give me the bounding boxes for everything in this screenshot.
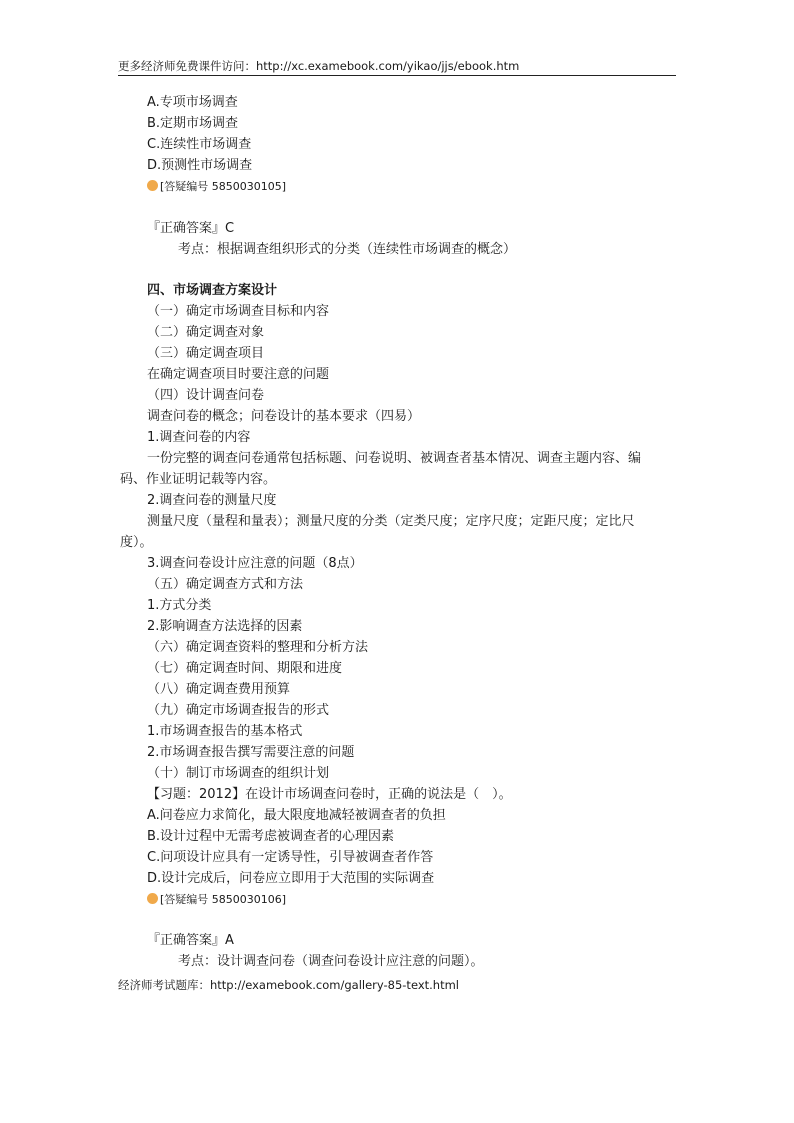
q2-option-b: B.设计过程中无需考虑被调查者的心理因素 bbox=[147, 829, 395, 844]
section-line: 2.影响调查方法选择的因素 bbox=[147, 619, 303, 634]
q1-qid bbox=[147, 177, 286, 197]
q2-qid-text: [答疑编号 5850030106] bbox=[160, 893, 287, 906]
q2-option-d: D.设计完成后，问卷应立即用于大范围的实际调查 bbox=[147, 871, 435, 886]
q2-option-c: C.问项设计应具有一定诱导性，引导被调查者作答 bbox=[147, 850, 434, 865]
section-line: 1.市场调查报告的基本格式 bbox=[147, 724, 303, 739]
q1-point: 考点：根据调查组织形式的分类（连续性市场调查的概念） bbox=[178, 242, 517, 257]
section-line: 1.方式分类 bbox=[147, 598, 212, 613]
section-line: （八）确定调查费用预算 bbox=[147, 682, 291, 697]
paragraph-1-line-1: 一份完整的调查问卷通常包括标题、问卷说明、被调查者基本情况、调查主题内容、编 bbox=[147, 451, 642, 466]
section-line: 在确定调查项目时要注意的问题 bbox=[147, 367, 330, 382]
section-item-3: 3.调查问卷设计应注意的问题（8点） bbox=[147, 556, 363, 571]
section-line: （二）确定调查对象 bbox=[147, 325, 265, 340]
q2-stem: 【习题：2012】在设计市场调查问卷时，正确的说法是（ ）。 bbox=[147, 787, 512, 802]
section-title: 四、市场调查方案设计 bbox=[147, 283, 278, 298]
section-line: （六）确定调查资料的整理和分析方法 bbox=[147, 640, 369, 655]
section-item-2: 2.调查问卷的测量尺度 bbox=[147, 493, 277, 508]
paragraph-1-line-2: 码、作业证明记载等内容。 bbox=[120, 472, 277, 487]
q2-point: 考点：设计调查问卷（调查问卷设计应注意的问题）。 bbox=[178, 954, 484, 969]
q1-option-b: B.定期市场调查 bbox=[147, 116, 239, 131]
question-mark-icon bbox=[147, 180, 158, 191]
section-line: 调查问卷的概念；问卷设计的基本要求（四易） bbox=[147, 409, 421, 424]
page-footer: 经济师考试题库：http://examebook.com/gallery-85-text.html bbox=[118, 978, 459, 992]
section-line: （十）制订市场调查的组织计划 bbox=[147, 766, 330, 781]
paragraph-2-line-2: 度）。 bbox=[120, 535, 153, 550]
paragraph-2-line-1: 测量尺度（量程和量表）；测量尺度的分类（定类尺度；定序尺度；定距尺度；定比尺 bbox=[147, 514, 635, 529]
section-line: （九）确定市场调查报告的形式 bbox=[147, 703, 330, 718]
q1-option-c: C.连续性市场调查 bbox=[147, 137, 252, 152]
section-line: （七）确定调查时间、期限和进度 bbox=[147, 661, 343, 676]
q1-answer: 『正确答案』C bbox=[147, 221, 235, 236]
page-header: 更多经济师免费课件访问：http://xc.examebook.com/yikao/jjs/ebook.htm bbox=[118, 57, 676, 76]
section-line: （三）确定调查项目 bbox=[147, 346, 265, 361]
q1-option-d: D.预测性市场调查 bbox=[147, 158, 253, 173]
question-mark-icon bbox=[147, 893, 158, 904]
q1-option-a: A.专项市场调查 bbox=[147, 95, 238, 110]
q2-option-a: A.问卷应力求简化，最大限度地减轻被调查者的负担 bbox=[147, 808, 446, 823]
section-line: 1.调查问卷的内容 bbox=[147, 430, 251, 445]
section-line: （四）设计调查问卷 bbox=[147, 388, 265, 403]
q2-qid bbox=[147, 890, 286, 910]
q2-answer: 『正确答案』A bbox=[147, 933, 234, 948]
section-line: （一）确定市场调查目标和内容 bbox=[147, 304, 330, 319]
q1-qid-text: [答疑编号 5850030105] bbox=[160, 180, 287, 193]
section-line: （五）确定调查方式和方法 bbox=[147, 577, 304, 592]
section-line: 2.市场调查报告撰写需要注意的问题 bbox=[147, 745, 355, 760]
